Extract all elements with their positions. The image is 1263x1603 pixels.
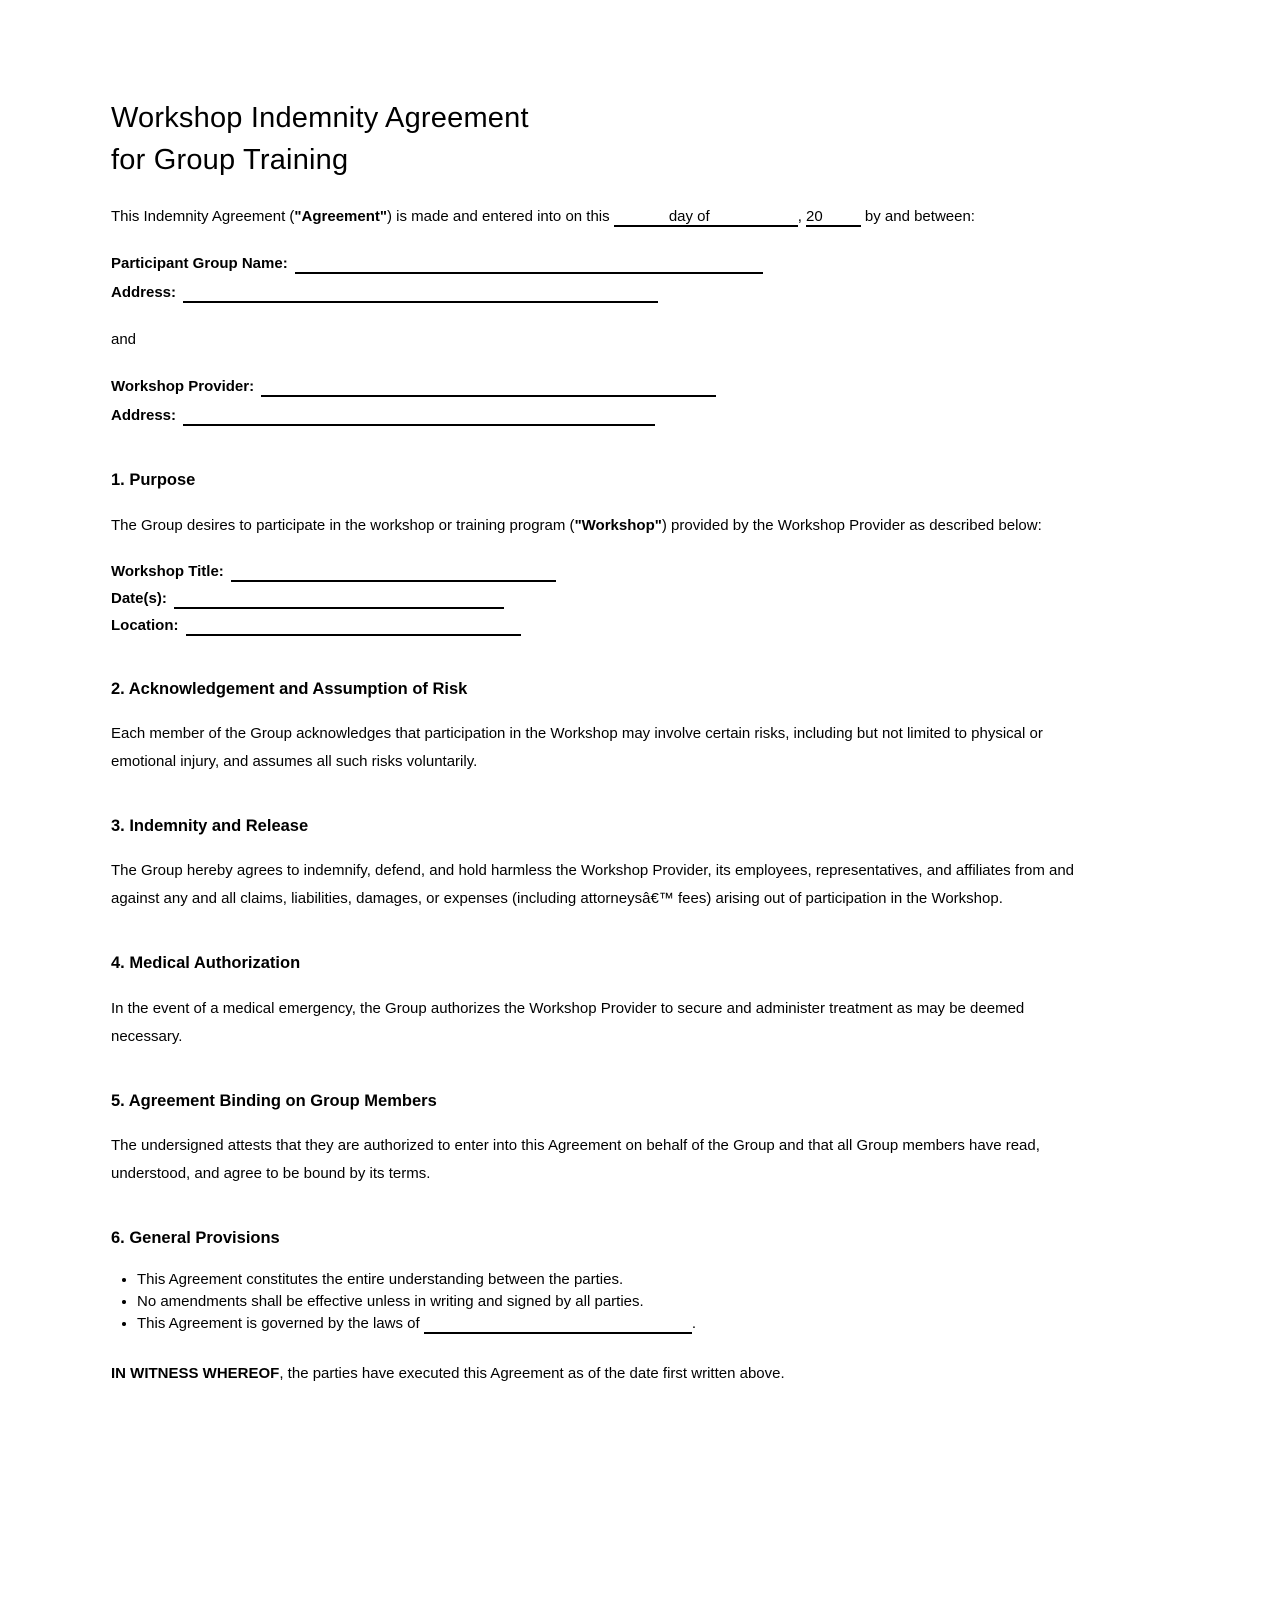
year-blank [823, 208, 861, 227]
agreement-term: "Agreement" [294, 208, 387, 226]
group-name-line [111, 249, 1086, 278]
intro-text-3: by and between: [860, 208, 975, 226]
intro-year-separator: , [797, 208, 807, 226]
provider-address-line [111, 401, 1086, 430]
section-heading-general: 6. General Provisions [111, 1229, 280, 1248]
governing-law-text-1: This Agreement is governed by the laws of [137, 1314, 424, 1332]
group-address-label: Address: [111, 284, 177, 302]
document-page [111, 97, 1086, 1388]
group-name-blank [295, 255, 763, 274]
binding-paragraph: The undersigned attests that they are authorized to enter into this Agreement on behalf of the Group and that all Group members have read, understood, and agree to be bound by its terms. [111, 1137, 1040, 1183]
risk-paragraph: Each member of the Group acknowledges that participation in the Workshop may involve certain risks, including but not limited to physical or emotional injury, and assumes all such risks voluntarily. [111, 724, 1043, 770]
group-name-label: Participant Group Name: [111, 255, 288, 273]
dates-line [111, 585, 1086, 612]
provider-name-blank [261, 378, 716, 397]
workshop-title-line [111, 558, 1086, 585]
section-heading-medical: 4. Medical Authorization [111, 954, 301, 973]
participant-group-block [111, 249, 1086, 307]
page-title-line1: Workshop Indemnity Agreement [111, 102, 529, 134]
page-title [111, 97, 1086, 181]
year-prefix: 20 [806, 208, 823, 226]
location-label: Location: [111, 616, 179, 634]
page-title-line2: for Group Training [111, 144, 349, 177]
governing-law-text-2: . [691, 1314, 696, 1332]
workshop-term: "Workshop" [574, 516, 662, 534]
provision-amendments: • No amendments shall be effective unless in writing and signed by all parties. [137, 1292, 1086, 1312]
group-address-blank [183, 284, 658, 303]
location-line [111, 612, 1086, 639]
intro-text-2: ) is made and entered into on this [387, 208, 614, 226]
intro-paragraph [111, 203, 1086, 231]
purpose-text-2: ) provided by the Workshop Provider as described below: [661, 516, 1042, 534]
day-blank [614, 208, 669, 227]
location-blank [186, 617, 521, 636]
month-blank [710, 208, 798, 227]
provider-block [111, 372, 1086, 430]
provider-address-blank [183, 407, 655, 426]
purpose-paragraph [111, 512, 1086, 540]
witness-rest: , the parties have executed this Agreement as of the date first written above. [279, 1364, 785, 1382]
section-heading-risk: 2. Acknowledgement and Assumption of Risk [111, 679, 468, 698]
dates-blank [174, 590, 504, 609]
medical-paragraph: In the event of a medical emergency, the Group authorizes the Workshop Provider to secure and administer treatment as may be deemed necessary. [111, 999, 1025, 1045]
section-heading-indemnity: 3. Indemnity and Release [111, 816, 309, 835]
witness-bold: IN WITNESS WHEREOF [111, 1364, 280, 1382]
workshop-title-blank [231, 563, 556, 582]
provision-entire-understanding: • This Agreement constitutes the entire understanding between the parties. [137, 1270, 1086, 1290]
purpose-text-1: The Group desires to participate in the workshop or training program ( [111, 516, 575, 534]
indemnity-paragraph: The Group hereby agrees to indemnify, defend, and hold harmless the Workshop Provider, its employees, representatives, and affiliates from and against any and all claims, liabilities, damages, or expenses (including attorneysâ€™ fees) arising out of participation in the Workshop. [111, 862, 1075, 908]
workshop-details-block [111, 558, 1086, 639]
day-of-label: day of [668, 208, 710, 226]
provider-name-label: Workshop Provider: [111, 378, 255, 396]
provider-name-line [111, 372, 1086, 401]
witness-clause [111, 1360, 1086, 1388]
general-provisions-list [111, 1270, 1086, 1334]
workshop-title-label: Workshop Title: [111, 562, 224, 580]
intro-text-1: This Indemnity Agreement ( [111, 208, 295, 226]
dates-label: Date(s): [111, 589, 167, 607]
governing-law-blank [424, 1315, 692, 1334]
group-address-line [111, 278, 1086, 307]
and-connector: and [111, 331, 137, 349]
section-heading-purpose: 1. Purpose [111, 471, 196, 490]
section-heading-binding: 5. Agreement Binding on Group Members [111, 1091, 437, 1110]
provider-address-label: Address: [111, 407, 177, 425]
provision-governing-law [137, 1314, 1086, 1334]
